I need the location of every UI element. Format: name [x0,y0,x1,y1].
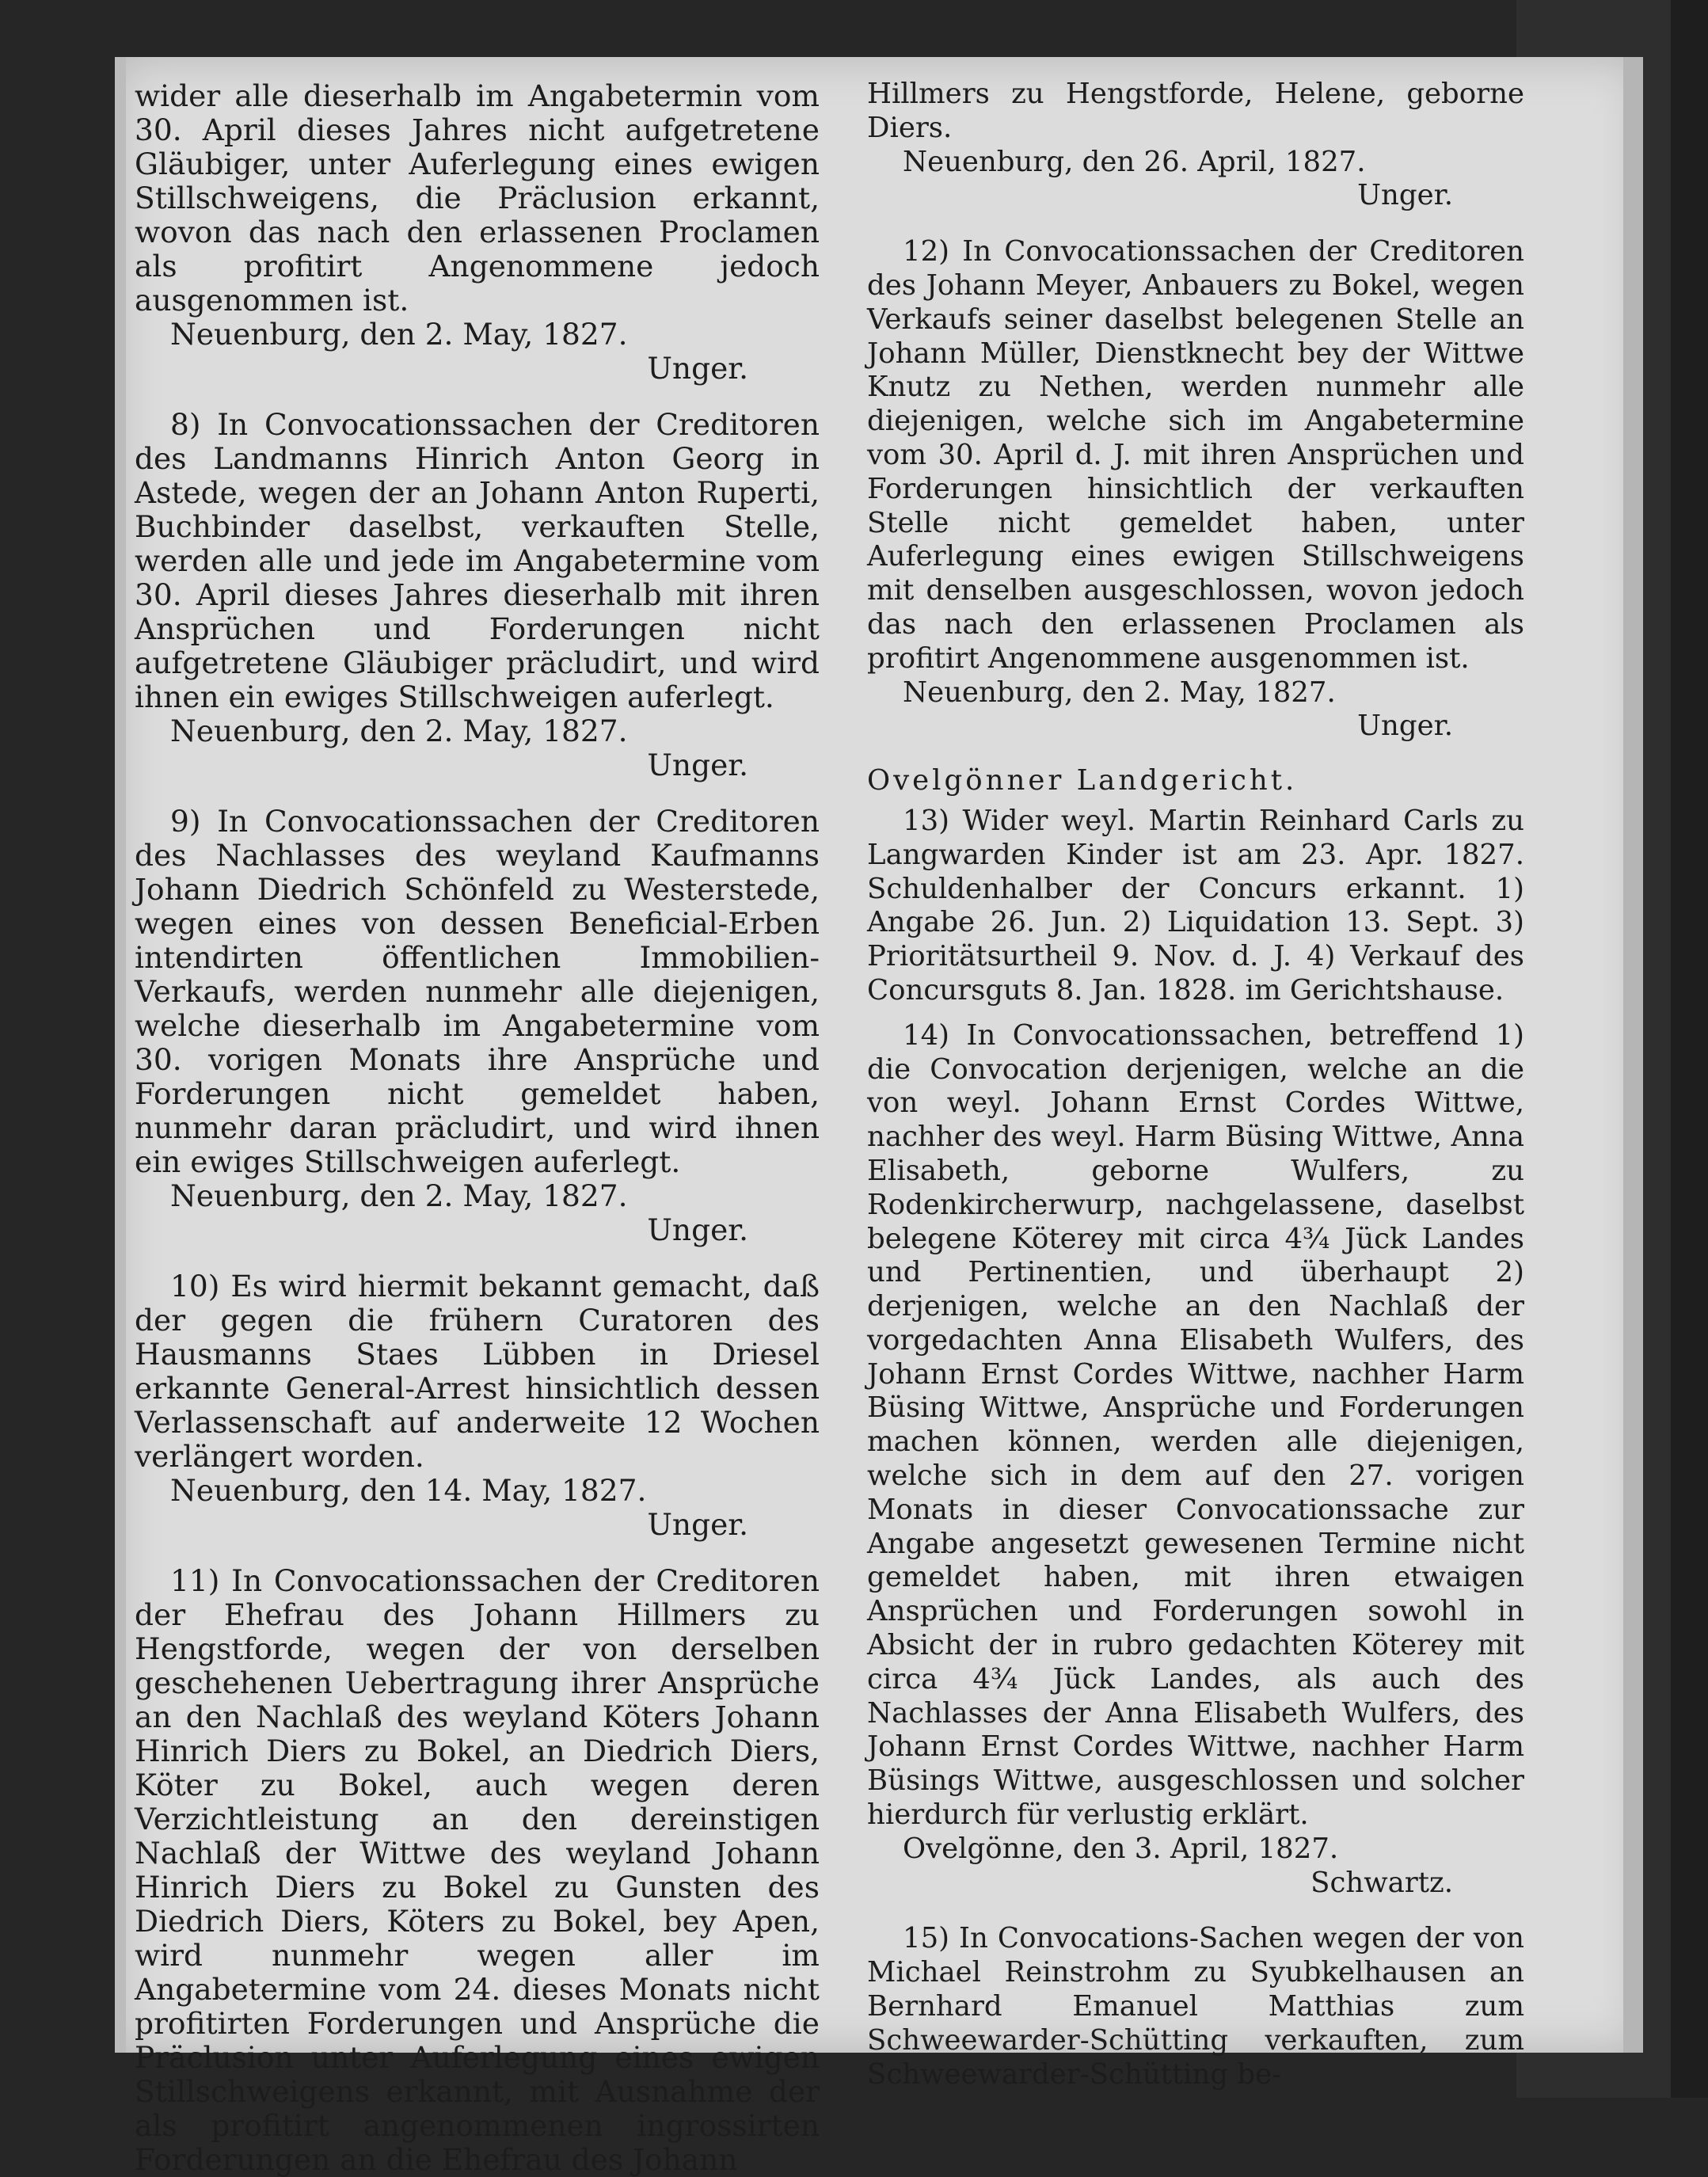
signature: Unger. [1357,710,1453,743]
signature: Unger. [647,351,748,386]
signature: Unger. [647,1507,748,1542]
notice-entry-14: 14) In Convocationssachen, betreffend 1) die Convocation derjenigen, welche an die von weyl. Johann Ernst Cordes Wittwe, nachher des weyl. Harm Büsing Wittwe, Anna Elisabeth, geborne Wulfers, zu Rodenkircherwurp, nachgelassene, daselbst belegene Köterey mit circa 4¾ Jück Landes und Pertinentien, und überhaupt 2) derjenigen, welche an den Nachlaß der vorgedachten Anna Elisabeth Wulfers, des Johann Ernst Cordes Wittwe, nachher Harm Büsing Wittwe, Ansprüche und Forderungen machen können, werden alle diejenigen, welche sich in dem auf den 27. vorigen Monats in dieser Convocationssache zur Angabe angesetzt gewesenen Termine nicht gemeldet haben, mit ihren etwaigen Ansprüchen und Forderungen sowohl in Absicht der in rubro gedachten Köterey mit circa 4¾ Jück Landes, als auch des Nachlasses der Anna Elisabeth Wulfers, des Johann Ernst Cordes Wittwe, nachher Harm Büsings Wittwe, ausgeschlossen und solcher hierdurch für verlustig erklärt. [867,1018,1524,1832]
right-column [867,78,1524,2091]
page-edge-shadow [1623,57,1643,2053]
notice-entry-10: 10) Es wird hiermit bekannt gemacht, daß der gegen die frühern Curatoren des Hausmanns Staes Lübben in Driesel erkannte General-Arrest hinsichtlich dessen Verlassenschaft auf anderweite 12 Wochen verlängert worden. [135,1269,820,1474]
signature: Unger. [647,748,748,782]
section-heading: Ovelgönner Landgericht. [867,764,1298,797]
notice-entry-13: 13) Wider weyl. Martin Reinhard Carls zu Langwarden Kinder ist am 23. Apr. 1827. Schuldenhalber der Concurs erkannt. 1) Angabe 26. Jun. 2) Liquidation 13. Sept. 3) Prioritätsurtheil 9. Nov. d. J. 4) Verkauf des Concursguts 8. Jan. 1828. im Gerichtshause. [867,804,1524,1007]
dateline: Neuenburg, den 2. May, 1827. [170,317,628,352]
dateline: Neuenburg, den 2. May, 1827. [170,714,628,748]
dateline: Neuenburg, den 2. May, 1827. [170,1178,628,1213]
notice-entry-11: 11) In Convocationssachen der Creditoren der Ehefrau des Johann Hillmers zu Hengstforde, wegen der von derselben geschehenen Uebertragung ihrer Ansprüche an den Nachlaß des weyland Köters Johann Hinrich Diers zu Bokel, an Diedrich Diers, Köter zu Bokel, auch wegen deren Verzichtleistung an den dereinstigen Nachlaß der Wittwe des weyland Johann Hinrich Diers zu Bokel zu Gunsten des Diedrich Diers, Köters zu Bokel, bey Apen, wird nunmehr wegen aller im Angabetermine vom 24. dieses Monats nicht profitirten Forderungen und Ansprüche die Präclusion unter Auferlegung eines ewigen Stillschweigens erkannt, mit Ausnahme der als profitirt angenommenen ingrossirten Forderungen an die Ehefrau des Johann [135,1563,820,2177]
left-column [135,79,820,2177]
signature: Unger. [1357,179,1453,212]
dateline: Neuenburg, den 26. April, 1827. [903,145,1366,178]
notice-entry-15: 15) In Convocations-Sachen wegen der von Michael Reinstrohm zu Syubkelhausen an Bernhard Emanuel Matthias zum Schweewarder-Schütting verkauften, zum Schweewarder-Schütting be- [867,1922,1524,2091]
notice-entry-8: 8) In Convocationssachen der Creditoren des Landmanns Hinrich Anton Georg in Astede, wegen der an Johann Anton Ruperti, Buchbinder daselbst, verkauften Stelle, werden alle und jede im Angabetermine vom 30. April dieses Jahres dieserhalb mit ihren Ansprüchen und Forderungen nicht aufgetretene Gläubiger präcludirt, und wird ihnen ein ewiges Stillschweigen auferlegt. [135,407,820,714]
notice-entry-12: 12) In Convocationssachen der Creditoren des Johann Meyer, Anbauers zu Bokel, wegen Verkaufs seiner daselbst belegenen Stelle an Johann Müller, Dienstknecht bey der Wittwe Knutz zu Nethen, werden nunmehr alle diejenigen, welche sich im Angabetermine vom 30. April d. J. mit ihren Ansprüchen und Forderungen hinsichtlich der verkauften Stelle nicht gemeldet haben, unter Auferlegung eines ewigen Stillschweigens mit denselben ausgeschlossen, wovon jedoch das nach den erlassenen Proclamen als profitirt Angenommene ausgenommen ist. [867,235,1524,675]
dateline: Neuenburg, den 14. May, 1827. [170,1473,647,1508]
dateline: Ovelgönne, den 3. April, 1827. [903,1832,1339,1865]
next-page-edge [1671,0,1708,2098]
signature: Schwartz. [1310,1866,1453,1899]
dateline: Neuenburg, den 2. May, 1827. [903,676,1336,709]
signature: Unger. [647,1212,748,1247]
continuation-text: Hillmers zu Hengstforde, Helene, geborne Diers. [867,78,1524,144]
continuation-text: wider alle dieserhalb im Angabetermin vom 30. April dieses Jahres nicht aufgetretene Gläubiger, unter Auferlegung eines ewigen Stillschweigens, die Präclusion erkannt, wovon das nach den erlassenen Proclamen als profitirt Angenommene jedoch ausgenommen ist. [135,78,820,318]
notice-entry-9: 9) In Convocationssachen der Creditoren des Nachlasses des weyland Kaufmanns Johann Diedrich Schönfeld zu Westerstede, wegen eines von dessen Beneficial-Erben intendirten öffentlichen Immobilien-Verkaufs, werden nunmehr alle diejenigen, welche dieserhalb im Angabetermine vom 30. vorigen Monats ihre Ansprüche und Forderungen nicht gemeldet haben, nunmehr daran präcludirt, und wird ihnen ein ewiges Stillschweigen auferlegt. [135,804,820,1179]
